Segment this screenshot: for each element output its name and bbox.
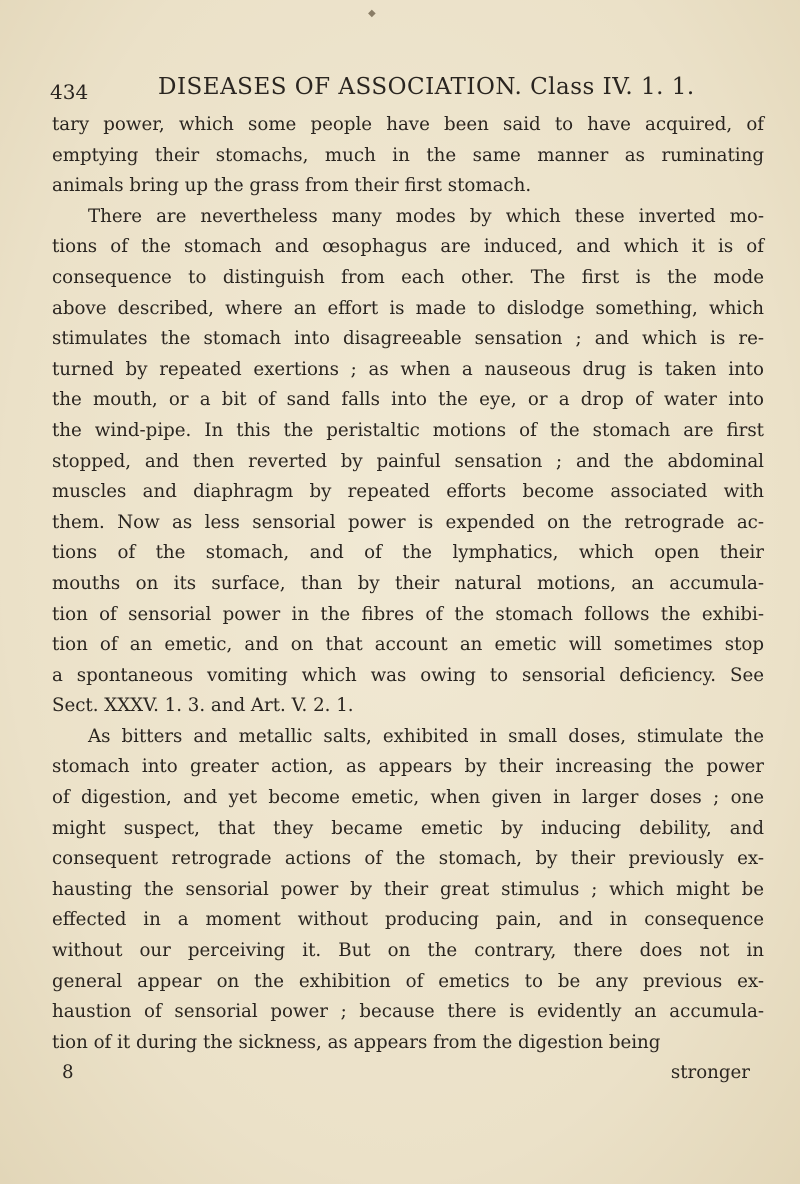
text-line: tion of sensorial power in the fibres of the stomach follows the exhibi- [52,603,764,625]
text-line: As bitters and metallic salts, exhibited in small doses, stimulate the [88,725,764,747]
text-line: turned by repeated exertions ; as when a nauseous drug is taken into [52,358,764,380]
text-line: consequence to distinguish from each other. The first is the mode [52,266,764,288]
text-line: Sect. XXXV. 1. 3. and Art. V. 2. 1. [52,695,354,717]
signature-mark: 8 [62,1062,74,1084]
text-line: hausting the sensorial power by their great stimulus ; which might be [52,878,764,900]
running-head: DISEASES OF ASSOCIATION. Class IV. 1. 1. [158,74,695,100]
text-line: stimulates the stomach into disagreeable sensation ; and which is re- [52,328,764,350]
text-line: the wind-pipe. In this the peristaltic motions of the stomach are first [52,419,764,441]
text-line: emptying their stomachs, much in the same manner as ruminating [52,144,764,166]
text-line: There are nevertheless many modes by which these inverted mo- [88,205,764,227]
text-line: stomach into greater action, as appears by their increasing the power [52,756,764,778]
catchword: stronger [670,1062,750,1084]
text-line: tion of it during the sickness, as appears from the digestion being [52,1031,661,1053]
page-footer [52,1058,764,1089]
text-line: stopped, and then reverted by painful sensation ; and the abdominal [52,450,764,472]
text-line: general appear on the exhibition of emetics to be any previous ex- [52,970,764,992]
body-text [52,110,764,1089]
page-header [50,74,750,104]
text-line: muscles and diaphragm by repeated efforts become associated with [52,481,764,503]
text-line: above described, where an effort is made to dislodge something, which [52,297,764,319]
text-line: the mouth, or a bit of sand falls into the eye, or a drop of water into [52,389,764,411]
text-line: tion of an emetic, and on that account an emetic will sometimes stop [52,634,764,656]
ornament-mark: ◆ [368,8,376,19]
text-line: tions of the stomach, and of the lymphatics, which open their [52,542,764,564]
text-line: mouths on its surface, than by their natural motions, an accumula- [52,572,764,594]
text-line: might suspect, that they became emetic by inducing debility, and [52,817,764,839]
text-line: them. Now as less sensorial power is expended on the retrograde ac- [52,511,764,533]
page-number: 434 [50,80,89,104]
text-line: effected in a moment without producing pain, and in consequence [52,909,764,931]
text-line: haustion of sensorial power ; because there is evidently an accumula- [52,1001,764,1023]
text-line: consequent retrograde actions of the stomach, by their previously ex- [52,848,764,870]
text-line: a spontaneous vomiting which was owing to sensorial deficiency. See [52,664,764,686]
text-line: tions of the stomach and œsophagus are induced, and which it is of [52,236,764,258]
text-line: without our perceiving it. But on the contrary, there does not in [52,940,764,962]
text-line: of digestion, and yet become emetic, when given in larger doses ; one [52,787,764,809]
text-line: animals bring up the grass from their first stomach. [52,175,532,197]
text-line: tary power, which some people have been said to have acquired, of [52,114,764,135]
